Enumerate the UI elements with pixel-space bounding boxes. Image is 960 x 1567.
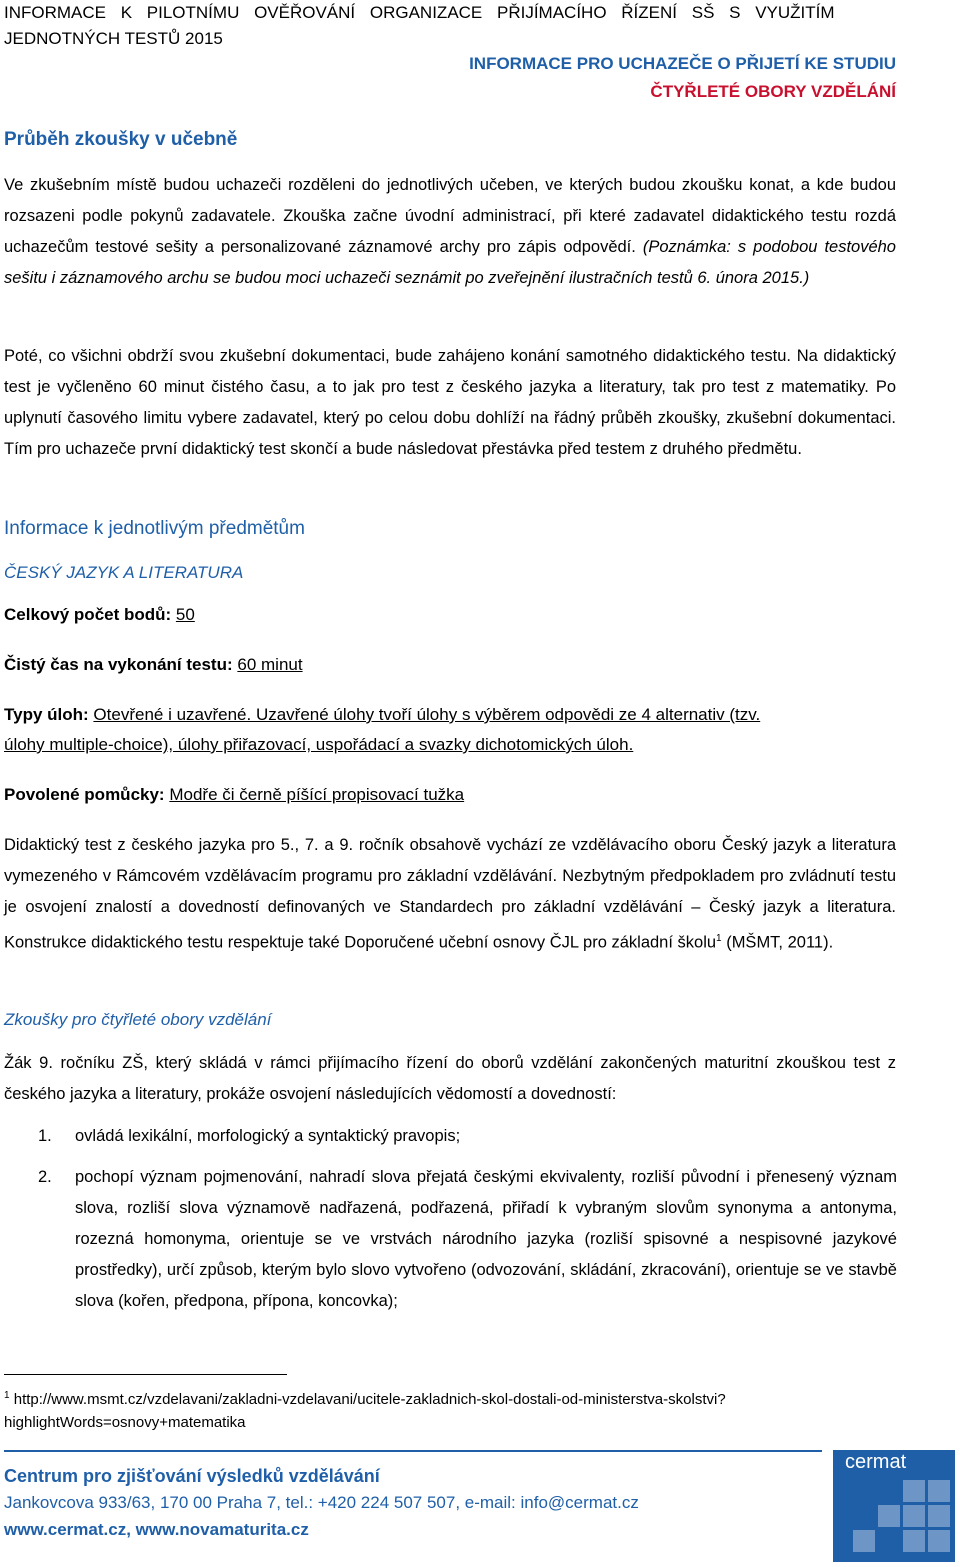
time-label: Čistý čas na vykonání testu:: [4, 655, 233, 674]
points-line: [4, 605, 195, 625]
logo-tile: [928, 1530, 950, 1552]
cermat-logo: [833, 1450, 955, 1562]
list-item-number: 2.: [38, 1168, 52, 1186]
header-subtitle: [469, 50, 896, 106]
task-types-line: [4, 705, 760, 725]
time-value: 60 minut: [237, 655, 303, 674]
aids-line: [4, 785, 464, 805]
footer-link-cermat[interactable]: www.cermat.cz: [4, 1520, 127, 1539]
paragraph-czech-test: [4, 830, 896, 959]
logo-tile: [903, 1480, 925, 1502]
section-heading-four-year: Zkoušky pro čtyřleté obory vzdělání: [4, 1010, 272, 1029]
paragraph-exam-note: (Poznámka: s podobou testového sešitu i záznamového archu se budou moci uchazeči seznámit po zveřejnění ilustračních testů 6. února 2015.): [4, 238, 896, 287]
footer-link-novamaturita[interactable]: www.novamaturita.cz: [135, 1520, 309, 1539]
header-title-line1: INFORMACE K PILOTNÍMU OVĚŘOVÁNÍ ORGANIZACE PŘIJÍMACÍHO ŘÍZENÍ SŠ S VYUŽITÍM: [4, 3, 835, 22]
paragraph-czech-test-text: Didaktický test z českého jazyka pro 5., 7. a 9. ročník obsahově vychází ze vzdělávacího oboru Český jazyk a literatura vymezeného v Rámcovém vzdělávacím programu pro základní vzdělávání. Nezbytným předpokladem pro zvládnutí testu je osvojení znalostí a dovedností definovaných ve Standardech pro základní vzdělávání – Český jazyk a literatura. Konstrukce didaktického testu respektuje také Doporučené učební osnovy ČJL pro základní školu: [4, 836, 896, 952]
cermat-logo-text: cermat: [845, 1451, 907, 1473]
footer-link-separator: ,: [126, 1520, 136, 1539]
logo-tile: [928, 1480, 950, 1502]
footnote: [4, 1384, 864, 1434]
header-subtitle-line2: ČTYŘLETÉ OBORY VZDĚLÁNÍ: [650, 82, 896, 101]
paragraph-four-year-intro: Žák 9. ročníku ZŠ, který skládá v rámci přijímacího řízení do oborů vzdělání zakončených maturitní zkouškou test z českého jazyka a literatury, prokáže osvojení následujících vědomostí a dovedností:: [4, 1054, 896, 1103]
footer-address: Jankovcova 933/63, 170 00 Praha 7, tel.: +420 224 507 507, e-mail: info@cermat.cz: [4, 1493, 639, 1512]
footnote-separator: [4, 1374, 287, 1375]
subject-heading-czech: ČESKÝ JAZYK A LITERATURA: [4, 563, 244, 582]
footer-organization: Centrum pro zjišťování výsledků vzdělávání: [4, 1466, 380, 1486]
list-item-number: 1.: [38, 1127, 52, 1145]
logo-tile: [903, 1530, 925, 1552]
time-line: [4, 655, 303, 675]
section-heading-exam-course: Průběh zkoušky v učebně: [4, 129, 238, 150]
logo-tile: [928, 1505, 950, 1527]
header-subtitle-line1: INFORMACE PRO UCHAZEČE O PŘIJETÍ KE STUDIU: [469, 54, 896, 73]
section-heading-subjects: Informace k jednotlivým předmětům: [4, 518, 305, 539]
list-item-text: ovládá lexikální, morfologický a syntaktický pravopis;: [75, 1127, 461, 1145]
list-item: [0, 1121, 900, 1152]
footnote-link[interactable]: http://www.msmt.cz/vzdelavani/zakladni-vzdelavani/ucitele-zakladnich-skol-dostali-od-ministerstva-skolstvi?highlightWords=osnovy+matematika: [4, 1391, 726, 1431]
paragraph-exam-process: Poté, co všichni obdrží svou zkušební dokumentaci, bude zahájeno konání samotného didaktického testu. Na didaktický test je vyčleněno 60 minut čistého času, a to jak pro test z českého jazyka a literatury, tak pro test z matematiky. Po uplynutí časového limitu vybere zadavatel, který po celou dobu dohlíží na řádný průběh zkoušky, zkušební dokumentaci. Tím pro uchazeče první didaktický test skončí a bude následovat přestávka před testem z druhého předmětu.: [4, 347, 896, 458]
document-header: [4, 0, 904, 52]
logo-tile: [903, 1505, 925, 1527]
task-types-line2: [4, 735, 633, 755]
footer-websites: [4, 1520, 309, 1540]
list-item: [0, 1162, 900, 1317]
aids-label: Povolené pomůcky:: [4, 785, 165, 804]
footnote-ref: 1: [716, 933, 722, 944]
task-types-label: Typy úloh:: [4, 705, 89, 724]
list-item-text: pochopí význam pojmenování, nahradí slova přejatá českými ekvivalenty, rozliší původní i přenesený význam slova, rozliší slova významově nadřazená, podřazená, přiřadí k vybraným slovům synonyma a antonyma, rozezná homonyma, orientuje se ve vrstvách národního jazyka (rozliší spisovné a nespisovné jazykové prostředky), určí způsob, kterým bylo slovo vytvořeno (odvozování, skládání, zkracování), orientuje se ve stavbě slova (kořen, předpona, přípona, koncovka);: [75, 1168, 897, 1310]
paragraph-czech-test-end: (MŠMT, 2011).: [721, 933, 834, 952]
paragraph-exam-intro-text: Ve zkušebním místě budou uchazeči rozděleni do jednotlivých učeben, ve kterých budou zkoušku konat, a kde budou rozsazeni podle pokynů zadavatele. Zkouška začne úvodní administrací, při které zadavatel didaktického testu rozdá uchazečům testové sešity a personalizované záznamové archy pro zápis odpovědí.: [4, 176, 896, 256]
header-title-line2: JEDNOTNÝCH TESTŮ 2015: [4, 29, 223, 48]
footer-divider: [4, 1450, 822, 1452]
task-types-value-line1: Otevřené i uzavřené. Uzavřené úlohy tvoří úlohy s výběrem odpovědi ze 4 alternativ (tzv.: [93, 705, 761, 724]
points-value: 50: [175, 605, 195, 624]
task-types-value-line2: úlohy multiple-choice), úlohy přiřazovací, uspořádací a svazky dichotomických úloh.: [4, 735, 634, 754]
points-label: Celkový počet bodů:: [4, 605, 172, 624]
logo-tile: [853, 1530, 875, 1552]
paragraph-exam-intro: [4, 170, 896, 294]
aids-value: Modře či černě píšící propisovací tužka: [169, 785, 465, 804]
skills-list: [0, 1121, 900, 1317]
logo-tile: [878, 1505, 900, 1527]
footnote-mark: 1: [4, 1390, 10, 1401]
